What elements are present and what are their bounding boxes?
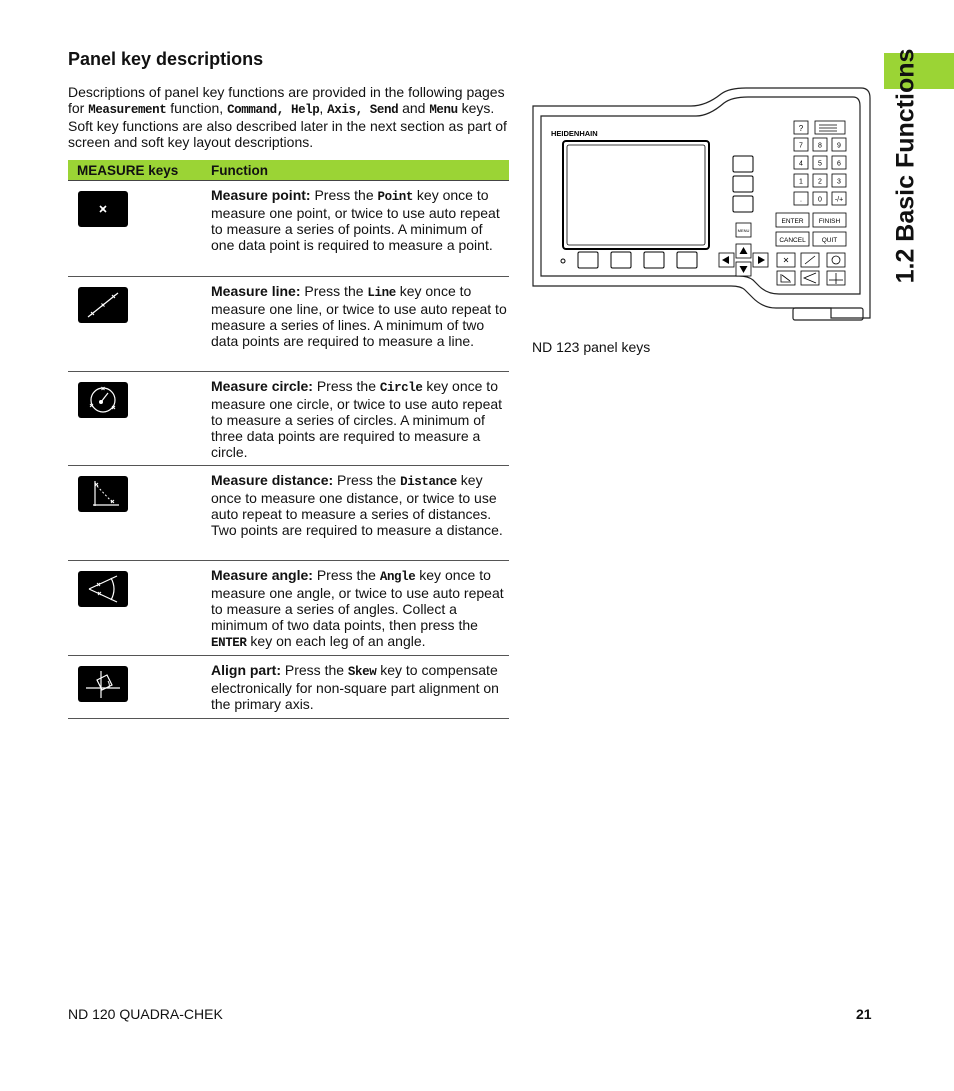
- section-title-vertical: [876, 40, 936, 292]
- key-name: Measurement: [88, 103, 167, 117]
- row-title: Align part:: [211, 662, 281, 678]
- row-text: Press the: [310, 187, 378, 203]
- panel-key: [733, 176, 753, 192]
- intro-text: and: [398, 100, 430, 116]
- soft-key: [677, 252, 697, 268]
- intro-text: Descriptions of panel key functions are provided in the following pages for: [68, 84, 505, 116]
- row-text: Press the: [312, 378, 380, 394]
- row-title: Measure circle:: [211, 378, 313, 394]
- key-name: Axis, Send: [327, 103, 399, 117]
- row-text: Press the: [300, 283, 368, 299]
- panel-key: [733, 156, 753, 172]
- quit-key-label: QUIT: [821, 237, 838, 244]
- row-text: key once to measure one point, or twice to use auto repeat to measure a series of points. A minimum of one data point is required to measure a point.: [211, 187, 500, 253]
- row-text: key once to measure one angle, or twice to use auto repeat to measure a series of angles. Collect a minimum of two data points, then press the: [211, 567, 504, 633]
- numpad-key-label: 0: [818, 196, 822, 204]
- row-description: [211, 561, 509, 655]
- figure-caption: ND 123 panel keys: [532, 339, 651, 355]
- lcd-screen: [563, 141, 709, 249]
- align-part-icon: [78, 666, 128, 702]
- row-text: key once to measure one line, or twice to use auto repeat to measure a series of lines. A minimum of two data points are required to measure a line.: [211, 283, 507, 349]
- row-text: Press the: [312, 567, 380, 583]
- table-header: [68, 160, 509, 181]
- key-name: Point: [377, 190, 414, 204]
- key-name: Menu: [429, 103, 458, 117]
- row-description: [211, 372, 509, 465]
- measure-circle-icon: [78, 382, 128, 418]
- row-description: [211, 181, 509, 276]
- table-row: [68, 372, 509, 466]
- nd123-panel-illustration: [531, 86, 873, 334]
- measure-distance-icon: [78, 476, 128, 512]
- menu-key-label: MENU: [737, 228, 750, 233]
- numpad-key-label: 5: [818, 160, 822, 168]
- row-title: Measure distance:: [211, 472, 334, 488]
- key-name: Command, Help: [227, 103, 320, 117]
- row-text: Press the: [333, 472, 401, 488]
- row-title: Measure line:: [211, 283, 301, 299]
- key-name: Circle: [379, 381, 423, 395]
- intro-paragraph: [68, 84, 510, 150]
- row-text: key once to measure one distance, or twice to use auto repeat to measure a series of distances. Two points are required to measure a distance.: [211, 472, 503, 538]
- column-header-function: Function: [211, 162, 268, 178]
- intro-text: function,: [166, 100, 228, 116]
- row-text: key on each leg of an angle.: [246, 633, 426, 649]
- numpad: [794, 138, 846, 205]
- row-title: Measure angle:: [211, 567, 313, 583]
- numpad-key-label: .: [800, 196, 802, 204]
- key-name: Line: [367, 286, 396, 300]
- panel-key: [733, 196, 753, 212]
- row-text: Press the: [281, 662, 348, 678]
- soft-key: [611, 252, 631, 268]
- key-name: ENTER: [211, 636, 247, 650]
- page-heading: Panel key descriptions: [68, 49, 264, 69]
- measure-point-icon: [78, 191, 128, 227]
- table-row: [68, 277, 509, 372]
- measure-keys-table: [68, 160, 509, 719]
- key-name: Skew: [347, 665, 377, 679]
- numpad-key-label: 1: [799, 178, 803, 186]
- column-header-keys: MEASURE keys: [77, 162, 179, 178]
- circle-key: [827, 253, 845, 267]
- enter-key-label: ENTER: [781, 218, 804, 225]
- table-row: [68, 561, 509, 656]
- key-name: Angle: [379, 570, 416, 584]
- numpad-key-label: 7: [799, 142, 803, 150]
- intro-text: ,: [319, 100, 328, 116]
- key-name: Distance: [400, 475, 457, 489]
- row-description: [211, 277, 509, 371]
- measure-angle-icon: [78, 571, 128, 607]
- finish-key-label: FINISH: [818, 218, 841, 225]
- table-row: [68, 181, 509, 277]
- numpad-key-label: 9: [837, 142, 841, 150]
- page-number: 21: [856, 1006, 872, 1022]
- row-description: [211, 656, 509, 718]
- row-title: Measure point:: [211, 187, 311, 203]
- intro-text: keys. Soft key functions are also described later in the next section as part of screen and soft key layout descriptions.: [68, 100, 507, 150]
- table-row: [68, 656, 509, 719]
- numpad-key-label: 4: [799, 160, 803, 168]
- row-text: key to compensate electronically for non-square part alignment on the primary axis.: [211, 662, 499, 712]
- help-key-label: ?: [798, 124, 804, 133]
- soft-key: [578, 252, 598, 268]
- numpad-key-label: 6: [837, 160, 841, 168]
- footer-product-name: ND 120 QUADRA-CHEK: [68, 1006, 223, 1022]
- row-description: [211, 466, 509, 560]
- measure-line-icon: [78, 287, 128, 323]
- soft-key: [644, 252, 664, 268]
- cancel-key-label: CANCEL: [779, 237, 806, 244]
- command-key: [815, 121, 845, 134]
- numpad-key-label: 3: [837, 178, 841, 186]
- numpad-key-label: -/+: [834, 196, 844, 204]
- table-row: [68, 466, 509, 561]
- row-text: key once to measure one circle, or twice to use auto repeat to measure a series of circles. A minimum of three data points are required to measure a circle.: [211, 378, 503, 460]
- numpad-key-label: 2: [818, 178, 822, 186]
- section-title-text: 1.2 Basic Functions: [891, 48, 920, 284]
- numpad-key-label: 8: [818, 142, 822, 150]
- brand-logo-text: HEIDENHAIN: [551, 129, 598, 138]
